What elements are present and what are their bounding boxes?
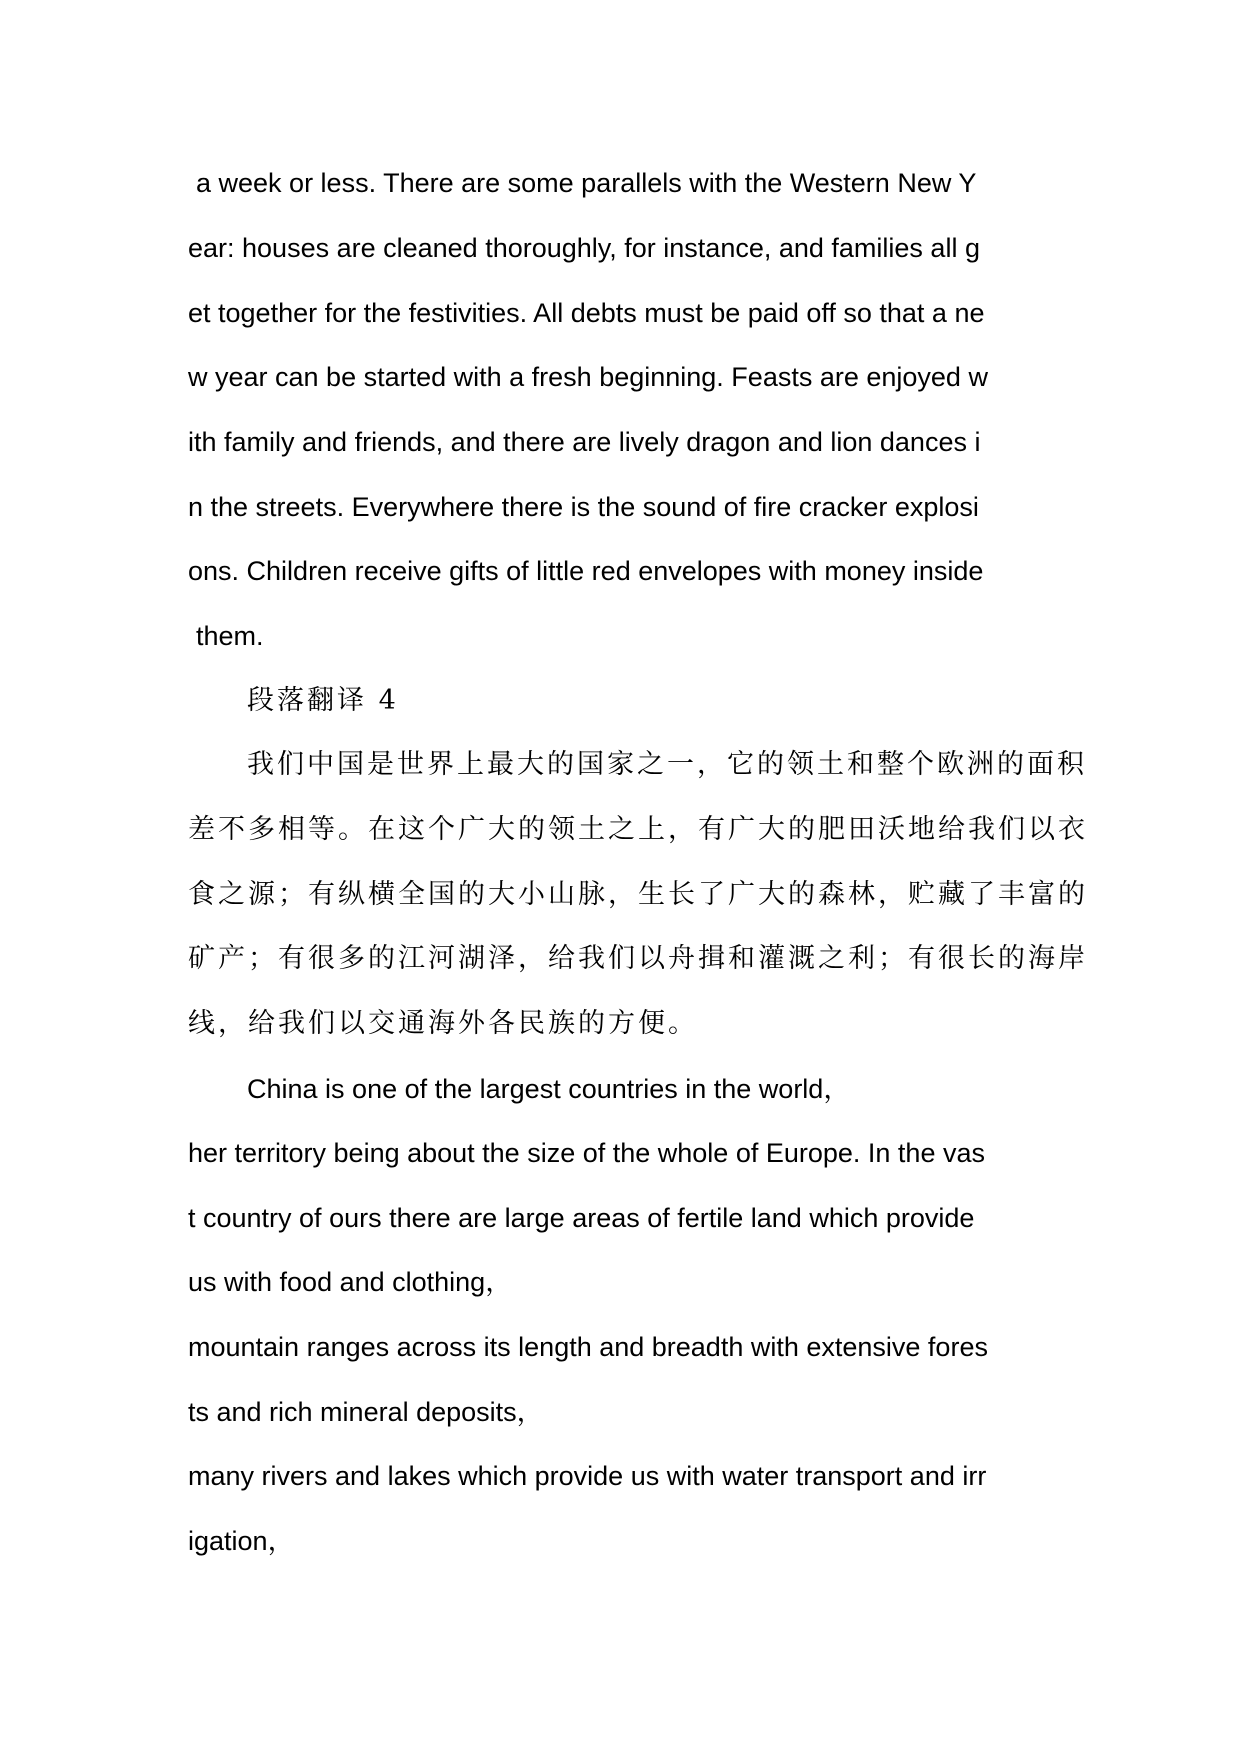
text-line: w year can be started with a fresh beginning. Feasts are enjoyed w [188, 362, 988, 392]
text-line: her territory being about the size of the whole of Europe. In the vas [188, 1138, 985, 1168]
section-heading: 段落翻译 4 [247, 685, 399, 716]
text-line: ts and rich mineral deposits， [188, 1397, 544, 1427]
text-line: us with food and clothing， [188, 1267, 513, 1297]
text-line: them. [196, 621, 264, 651]
text-line: t country of ours there are large areas of fertile land which provide [188, 1203, 975, 1233]
text-line: n the streets. Everywhere there is the sound of fire cracker explosi [188, 492, 979, 522]
text-line-zh: 矿产；有很多的江河湖泽，给我们以舟揖和灌溉之利；有很长的海岸 [188, 943, 1088, 974]
text-line-zh: 差不多相等。在这个广大的领土之上，有广大的肥田沃地给我们以衣 [188, 814, 1088, 845]
text-line-zh: 食之源；有纵横全国的大小山脉，生长了广大的森林，贮藏了丰富的 [188, 879, 1088, 910]
text-line: a week or less. There are some parallels with the Western New Y [196, 168, 977, 198]
text-line: ear: houses are cleaned thoroughly, for instance, and families all g [188, 233, 980, 263]
text-line: ith family and friends, and there are lively dragon and lion dances i [188, 427, 981, 457]
text-line: many rivers and lakes which provide us with water transport and irr [188, 1461, 987, 1491]
text-line: ons. Children receive gifts of little red envelopes with money inside [188, 556, 984, 586]
text-line-zh: 我们中国是世界上最大的国家之一，它的领土和整个欧洲的面积 [247, 749, 1087, 780]
text-line-zh: 线，给我们以交通海外各民族的方便。 [188, 1008, 698, 1039]
text-line: igation， [188, 1526, 295, 1556]
text-line: et together for the festivities. All debts must be paid off so that a ne [188, 298, 985, 328]
text-line: mountain ranges across its length and breadth with extensive fores [188, 1332, 988, 1362]
text-line: China is one of the largest countries in the world， [247, 1074, 851, 1104]
